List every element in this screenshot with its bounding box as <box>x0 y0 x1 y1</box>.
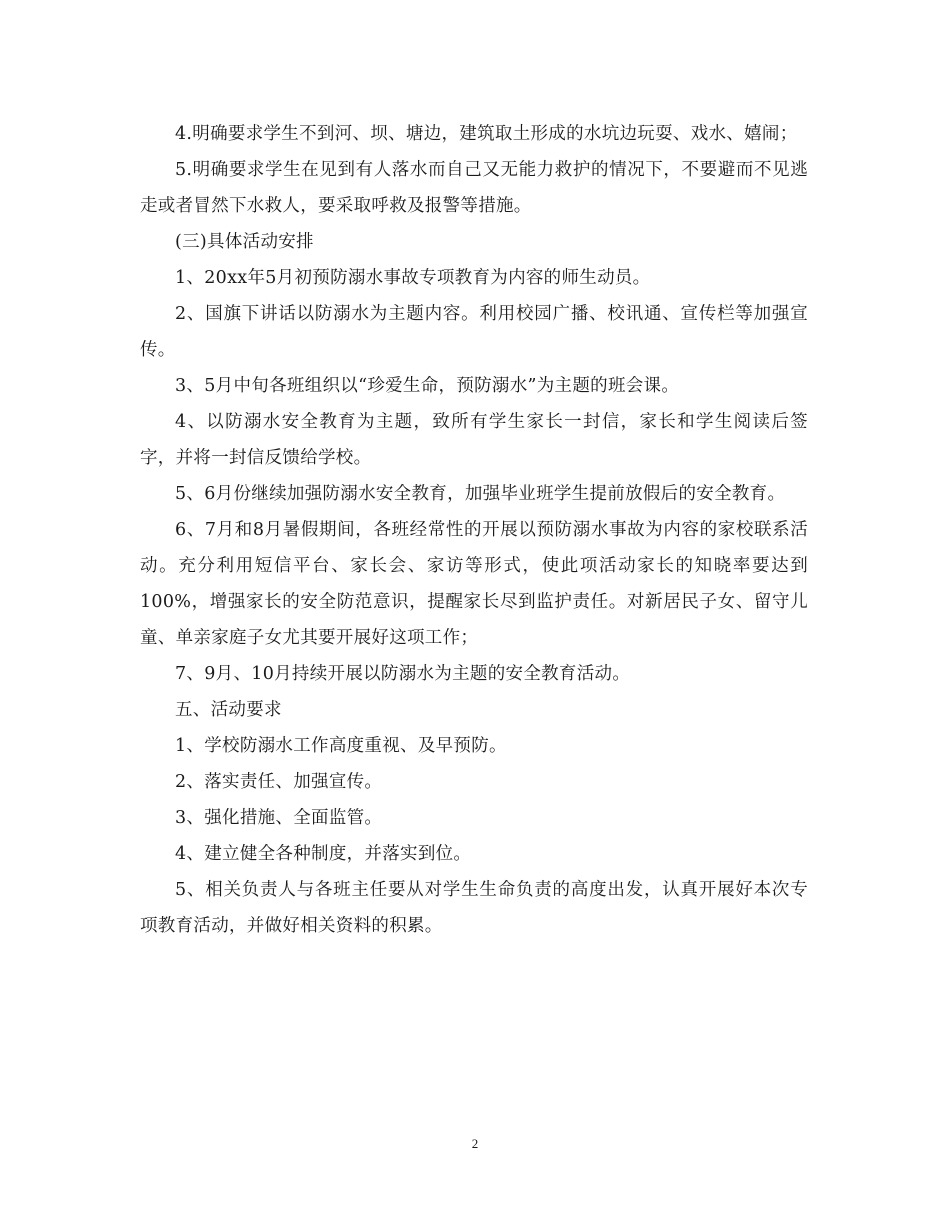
paragraph-activity-requirement-3: 3、强化措施、全面监管。 <box>175 808 383 828</box>
page-number: 2 <box>471 1136 479 1151</box>
paragraph-schedule-6: 6、7月和8月暑假期间，各班经常性的开展以预防溺水事故为内容的家校联系活动。充分利用短信平台、家长会、家访等形式，使此项活动家长的知晓率要达到100%，增强家长的安全防范意识，提醒家长尽到监护责任。对新居民子女、留守儿童、单亲家庭子女尤其要开展好这项工作； <box>140 520 808 648</box>
section-heading-activity-schedule: (三)具体活动安排 <box>175 232 314 252</box>
paragraph-schedule-7: 7、9月、10月持续开展以防溺水为主题的安全教育活动。 <box>175 664 631 684</box>
paragraph-schedule-4: 4、以防溺水安全教育为主题，致所有学生家长一封信，家长和学生阅读后签字，并将一封信反馈给学校。 <box>140 412 808 468</box>
paragraph-schedule-2: 2、国旗下讲话以防溺水为主题内容。利用校园广播、校讯通、宣传栏等加强宣传。 <box>140 304 808 360</box>
paragraph-schedule-3: 3、5月中旬各班组织以“珍爱生命，预防溺水”为主题的班会课。 <box>175 376 680 396</box>
section-heading-activity-requirements: 五、活动要求 <box>175 700 282 720</box>
paragraph-requirement-5: 5.明确要求学生在见到有人落水而自己又无能力救护的情况下，不要避而不见逃走或者冒然下水救人，要采取呼救及报警等措施。 <box>140 160 808 216</box>
paragraph-activity-requirement-4: 4、建立健全各种制度，并落实到位。 <box>175 844 472 864</box>
paragraph-activity-requirement-5: 5、相关负责人与各班主任要从对学生生命负责的高度出发，认真开展好本次专项教育活动，并做好相关资料的积累。 <box>140 880 808 936</box>
paragraph-activity-requirement-1: 1、学校防溺水工作高度重视、及早预防。 <box>175 736 507 756</box>
paragraph-schedule-5: 5、6月份继续加强防溺水安全教育，加强毕业班学生提前放假后的安全教育。 <box>175 484 786 504</box>
paragraph-activity-requirement-2: 2、落实责任、加强宣传。 <box>175 772 383 792</box>
paragraph-requirement-4: 4.明确要求学生不到河、坝、塘边，建筑取土形成的水坑边玩耍、戏水、嬉闹； <box>175 124 798 144</box>
paragraph-schedule-1: 1、20xx年5月初预防溺水事故专项教育为内容的师生动员。 <box>175 268 651 288</box>
document-body <box>140 116 808 944</box>
